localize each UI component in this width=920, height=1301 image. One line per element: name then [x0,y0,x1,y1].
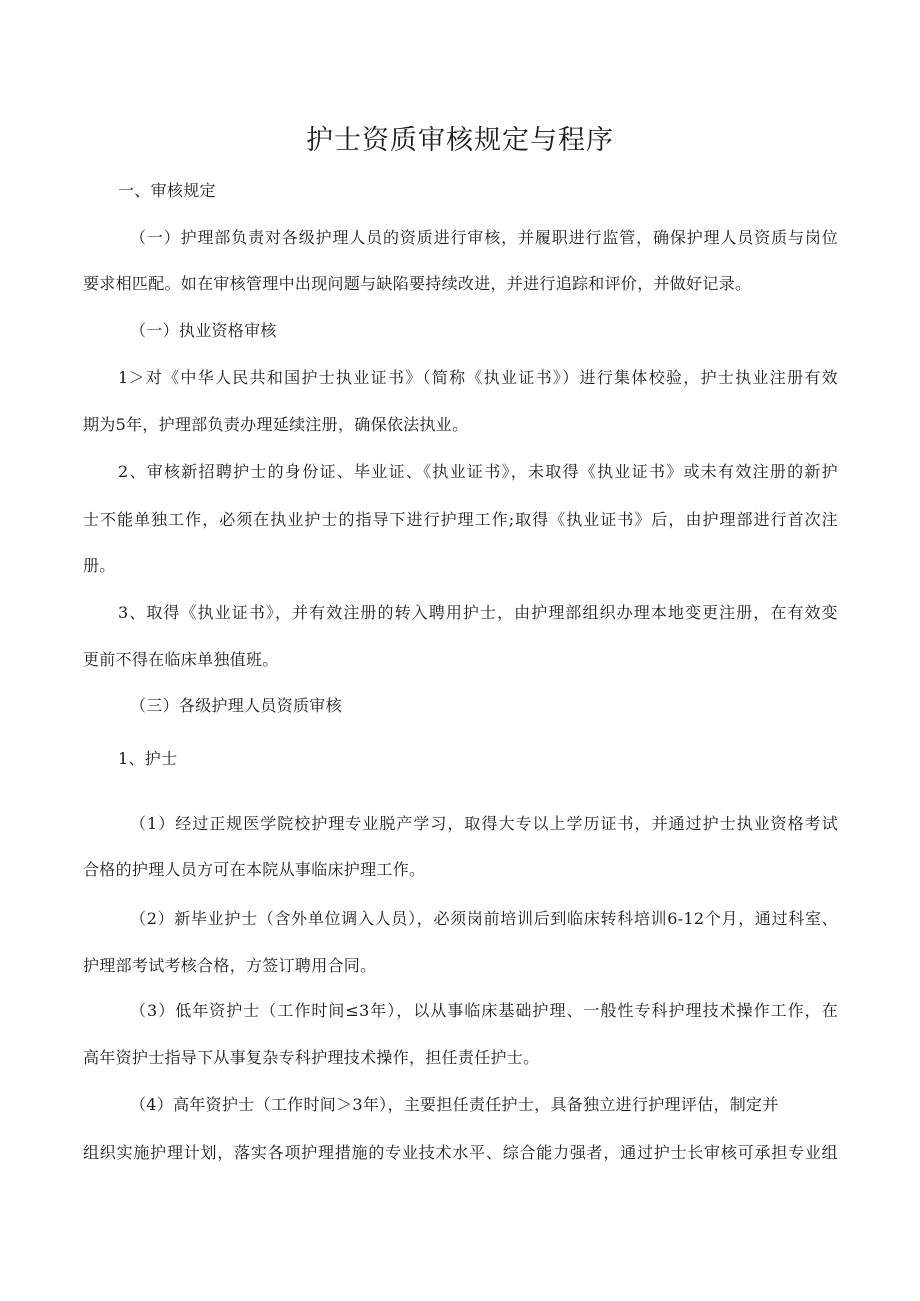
paragraph-line: 合格的护理人员方可在本院从事临床护理工作。 [83,860,426,879]
paragraph-line: 2、审核新招聘护士的身份证、毕业证、《执业证书》，未取得《执业证书》或未有效注册的新护 [118,462,838,481]
item-heading-nurse: 1、护士 [118,749,178,768]
paragraph-line: 1＞对《中华人民共和国护士执业证书》（简称《执业证书》）进行集体校验，护士执业注册有效 [118,368,838,387]
paragraph-line: 护理部考试考核合格，方签订聘用合同。 [83,956,377,975]
subsection-heading-license-review: （一）执业资格审核 [130,321,277,340]
paragraph-line: 组织实施护理计划，落实各项护理措施的专业技术水平、综合能力强者，通过护士长审核可承担专业组 [83,1143,838,1162]
paragraph-line: 要求相匹配。如在审核管理中出现问题与缺陷要持续改进，并进行追踪和评价，并做好记录。 [83,274,752,293]
paragraph-line: 士不能单独工作，必须在执业护士的指导下进行护理工作;取得《执业证书》后，由护理部进行首次注 [83,510,838,529]
section-heading-review-rules: 一、审核规定 [118,181,216,200]
paragraph-line: 册。 [83,556,116,575]
paragraph-line: （3）低年资护士（工作时间≤3年），以从事临床基础护理、一般性专科护理技术操作工作，在 [130,1001,838,1020]
paragraph-line: 期为5年，护理部负责办理延续注册，确保依法执业。 [83,415,469,434]
paragraph-line: （1）经过正规医学院校护理专业脱产学习，取得大专以上学历证书，并通过护士执业资格考试 [130,814,838,833]
paragraph-line: （4）高年资护士（工作时间＞3年），主要担任责任护士，具备独立进行护理评估，制定并 [130,1095,779,1114]
subsection-heading-qualification-review: （三）各级护理人员资质审核 [130,696,342,715]
paragraph-line: 更前不得在临床单独值班。 [83,650,279,669]
paragraph-line: （2）新毕业护士（含外单位调入人员），必须岗前培训后到临床转科培训6-12个月，通过科室、 [130,909,838,928]
paragraph-line: （一）护理部负责对各级护理人员的资质进行审核，并履职进行监管，确保护理人员资质与岗位 [130,228,838,247]
document-title: 护士资质审核规定与程序 [306,125,614,156]
paragraph-line: 3、取得《执业证书》，并有效注册的转入聘用护士，由护理部组织办理本地变更注册，在有效变 [118,603,838,622]
paragraph-line: 高年资护士指导下从事复杂专科护理技术操作，担任责任护士。 [83,1048,540,1067]
